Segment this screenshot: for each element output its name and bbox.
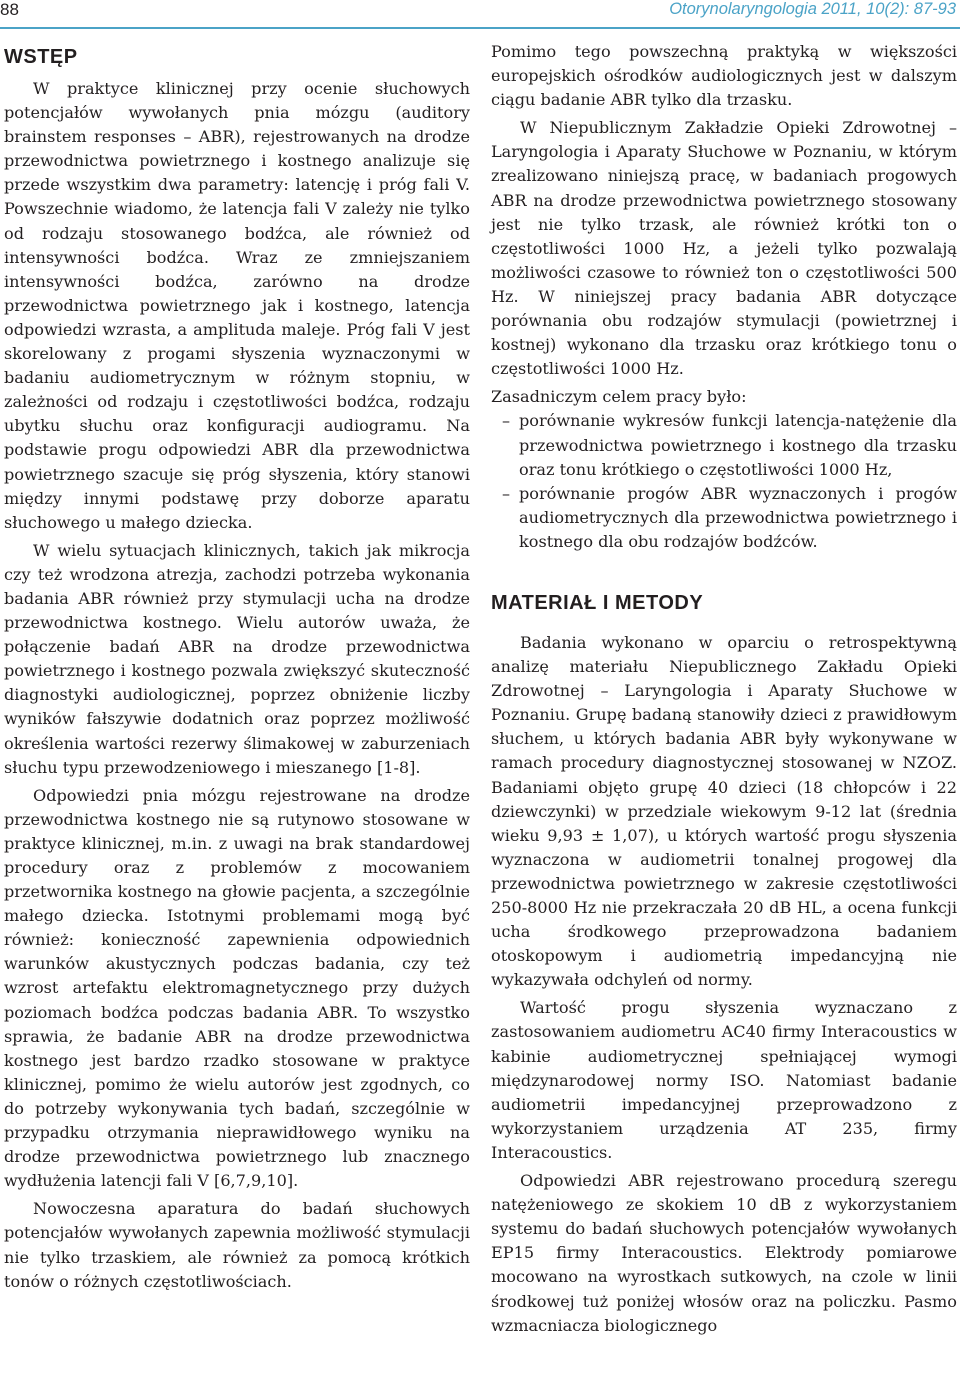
aims-list-item: – porównanie progów ABR wyznaczonych i progów audiometrycznych dla przewodnictwa powietrznego i kostnego dla obu rodzajów bodźców. — [491, 482, 957, 554]
header-rule — [0, 27, 960, 29]
paragraph: Odpowiedzi ABR rejestrowano procedurą szeregu natężeniowego ze skokiem 10 dB z wykorzystaniem systemu do badań słuchowych potencjałów wywołanych EP15 firmy Interacoustics. Elektrody pomiarowe mocowano na wyrostkach sutkowych, na czole w linii środkowej tuż poniżej włosów oraz na policzku. Pasmo wzmacniacza biologicznego — [491, 1171, 957, 1335]
left-column — [4, 40, 470, 1294]
page-number: 88 — [0, 0, 19, 19]
paragraph: Pomimo tego powszechną praktyką w większości europejskich ośrodków audiologicznych jest w dalszym ciągu badanie ABR tylko dla trzasku. — [491, 42, 957, 110]
paragraph: Odpowiedzi pnia mózgu rejestrowane na drodze przewodnictwa kostnego nie są rutynowo stosowane w praktyce klinicznej, m.in. z uwagi na brak standardowej procedury oraz z problemów z mocowaniem przetwornika kostnego na głowie pacjenta, a szczególnie małego dziecka. Istotnymi problemami mogą być również: konieczność zapewnienia odpowiednich warunków akustycznych podczas badania, czy też wzrost artefaktu elektromagnetycznego przy dużych poziomach bodźca podczas badania ABR. To wszystko sprawia, że badanie ABR na drodze przewodnictwa kostnego jest bardzo rzadko stosowane w praktyce klinicznej, pomimo że wielu autorów jest zgodnych, co do potrzeby wykonywania tych badań, szczególnie w przypadku otrzymania nieprawidłowego wyniku na drodze przewodnictwa powietrznego lub znacznego wydłużenia latencji fali V [6,7,9,10]. — [4, 785, 470, 1191]
paragraph: Wartość progu słyszenia wyznaczano z zastosowaniem audiometru AC40 firmy Interacoustics w kabinie audiometrycznej spełniającej wymogi międzynarodowej normy ISO. Natomiast badanie audiometrii impedancyjnej przeprowadzono z wykorzystaniem urządzenia AT 235, firmy Interacoustics. — [491, 998, 957, 1162]
paragraph: W praktyce klinicznej przy ocenie słuchowych potencjałów wywołanych pnia mózgu (auditory brainstem responses – ABR), rejestrowanych na drodze przewodnictwa powietrznego i kostnego analizuje się przede wszystkim dwa parametry: latencję i próg fali V. Powszechnie wiadomo, że latencja fali V zależy nie tylko od rodzaju stosowanego bodźca, ale również od intensywności bodźca. Wraz ze zmniejszaniem intensywności bodźca, zarówno na drodze przewodnictwa powietrznego jak i kostnego, latencja odpowiedzi wzrasta, a amplituda maleje. Próg fali V jest skorelowany z progami słyszenia wyznaczonymi w badaniu audiometrycznym w różnym stopniu, w zależności od rodzaju i częstotliwości bodźca, rodzaju ubytku słuchu oraz konfiguracji audiogramu. Na podstawie progu odpowiedzi ABR dla przewodnictwa powietrznego szacuje się próg słyszenia, który stanowi między innymi podstawę przy doborze aparatu słuchowego u małego dziecka. — [4, 79, 470, 532]
aims-list — [491, 409, 957, 554]
aims-list-item: – porównanie wykresów funkcji latencja-natężenie dla przewodnictwa powietrznego i kostnego dla trzasku oraz tonu krótkiego o częstotliwości 1000 Hz, — [491, 409, 957, 481]
paragraph: Badania wykonano w oparciu o retrospektywną analizę materiału Niepublicznego Zakładu Opieki Zdrowotnej – Laryngologia i Aparaty Słuchowe w Poznaniu. Grupę badaną stanowiły dzieci z prawidłowym słuchem, u których badania ABR były wykonywane w ramach procedury diagnostycznej stosowanej w NZOZ. Badaniami objęto grupę 40 dzieci (18 chłopców i 22 dziewczynki) w przedziale wiekowym 9-12 lat (średnia wieku 9,93 ± 1,07), u których wartość progu słyszenia wyznaczona w audiometrii tonalnej progowej dla przewodnictwa powietrznego w zakresie częstotliwości 250-8000 Hz nie przekraczała 20 dB HL, a ocena funkcji ucha środkowego przeprowadzona badaniem otoskopowym i audiometrią impedancyjną nie wykazywała odchyleń od normy. — [491, 632, 957, 990]
journal-citation: Otorynolaryngologia 2011, 10(2): 87-93 — [669, 0, 956, 18]
paragraph: Nowoczesna aparatura do badań słuchowych potencjałów wywołanych zapewnia możliwość stymulacji nie tylko trzaskiem, ale również za pomocą krótkich tonów o różnych częstotliwościach. — [4, 1199, 470, 1291]
right-column — [491, 40, 957, 1338]
aims-intro: Zasadniczym celem pracy było: — [491, 387, 747, 407]
section-heading-introduction: WSTĘP — [4, 46, 78, 68]
paragraph: W Niepublicznym Zakładzie Opieki Zdrowotnej – Laryngologia i Aparaty Słuchowe w Poznaniu, w którym zrealizowano niniejszą pracę, w badaniach progowych ABR na drodze przewodnictwa powietrznego stosowany jest nie tylko trzask, ale również krótki ton o częstotliwości 1000 Hz, a jeżeli tylko pozwalają możliwości czasowe to również ton o częstotliwości 500 Hz. W niniejszej pracy badania ABR dotyczące porównania obu rodzajów stymulacji (powietrznej i kostnej) wykonano dla trzasku oraz krótkiego tonu o częstotliwości 1000 Hz. — [491, 118, 957, 379]
section-heading-methods: MATERIAŁ I METODY — [491, 591, 704, 614]
paragraph: W wielu sytuacjach klinicznych, takich jak mikrocja czy też wrodzona atrezja, zachodzi potrzeba wykonania badania ABR również przy stymulacji ucha na drodze przewodnictwa kostnego. Wielu autorów uważa, że połączenie badań ABR na drodze przewodnictwa powietrznego i kostnego pozwala zwiększyć skuteczność diagnostyki audiologicznej, poprzez obniżenie liczby wyników fałszywie dodatnich oraz poprzez możliwość określenia wartości rezerwy ślimakowej w zaburzeniach słuchu typu przewodzeniowego i mieszanego [1-8]. — [4, 540, 470, 777]
